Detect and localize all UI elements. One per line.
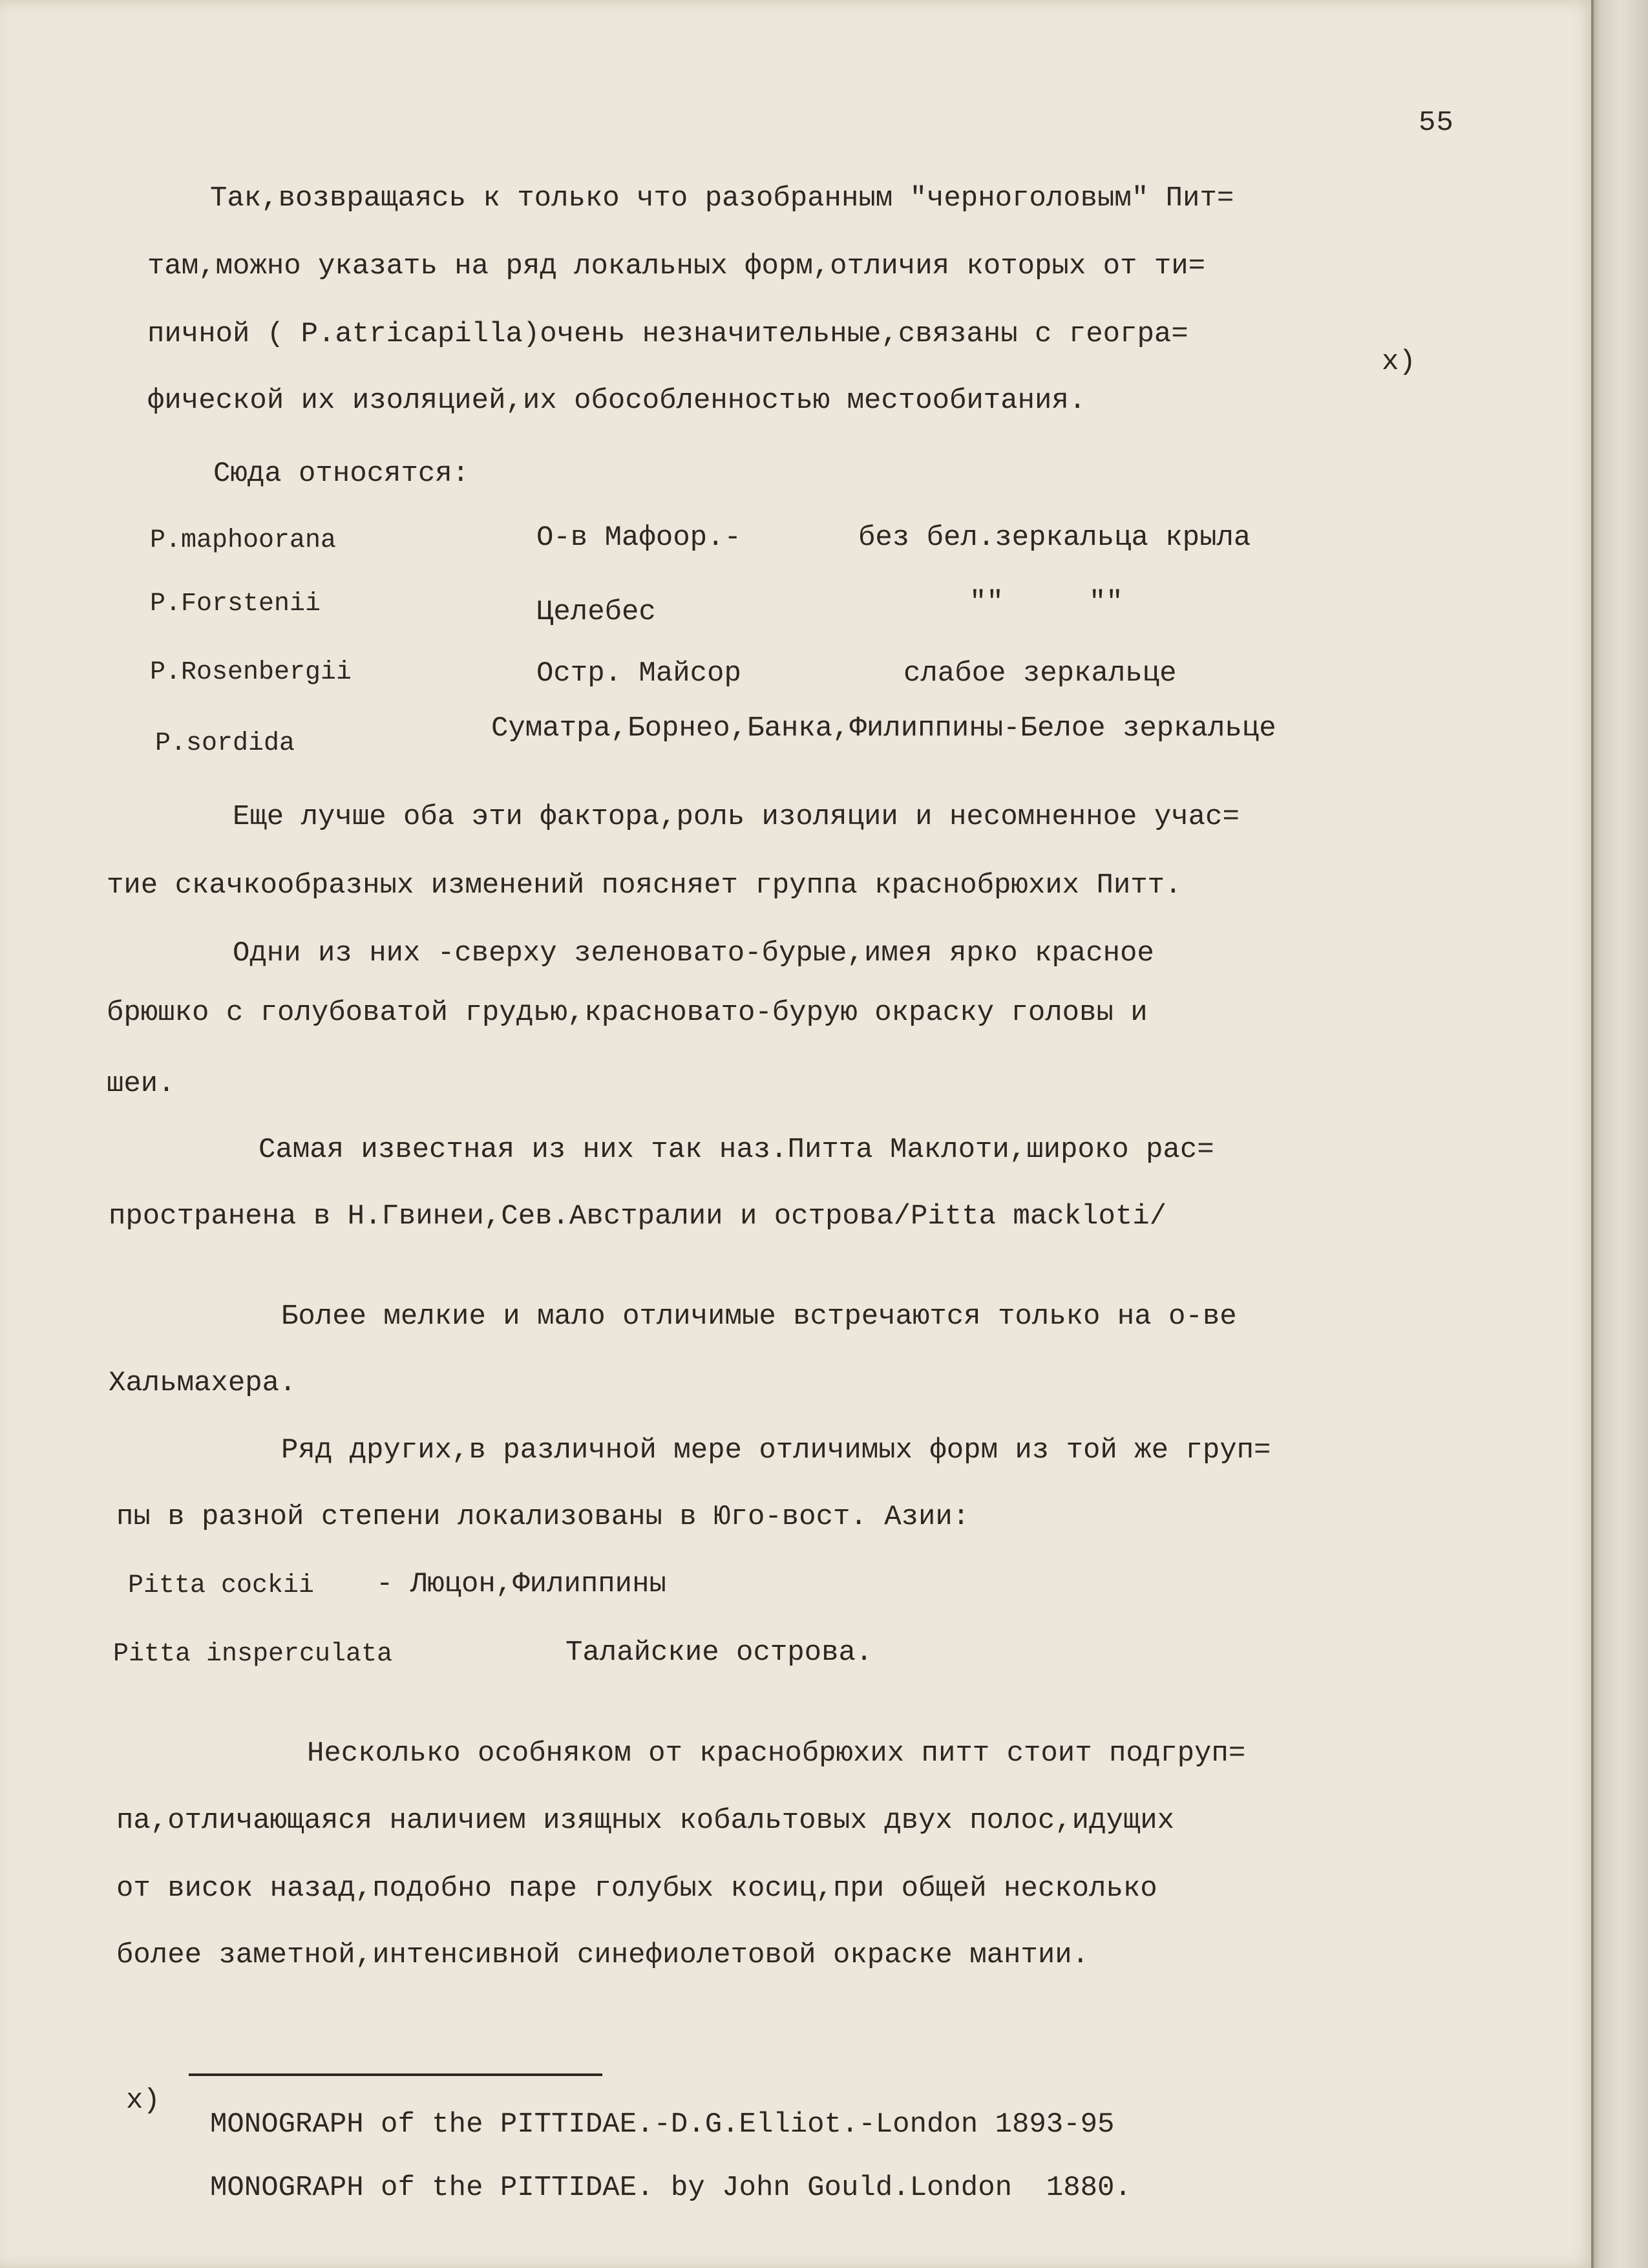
paragraph1-line3: пичной ( P.atricapilla)очень незначительные,связаны с геогра=: [147, 318, 1188, 350]
footnote-line2: MONOGRAPH of the PITTIDAE. by John Gould.London 1880.: [210, 2172, 1132, 2204]
paragraph7-line3: от висок назад,подобно паре голубых косиц,при общей несколько: [116, 1872, 1157, 1905]
species-place: Остр. Майсор: [536, 657, 741, 690]
paragraph5-line1: Более мелкие и мало отличимые встречаются только на о-ве: [281, 1300, 1237, 1333]
paragraph3-line1: Одни из них -сверху зеленовато-бурые,имея ярко красное: [233, 937, 1154, 970]
species-name: P.Rosenbergii: [150, 658, 352, 687]
species-note: "" "": [969, 586, 1123, 619]
paragraph3-line3: шеи.: [107, 1068, 175, 1100]
paragraph2-line1: Еще лучше оба эти фактора,роль изоляции и несомненное учас=: [233, 801, 1240, 833]
species-name: P.maphoorana: [150, 526, 337, 555]
paragraph4-line1: Самая известная из них так наз.Питта Маклоти,широко рас=: [259, 1134, 1214, 1166]
page-number: 55: [1419, 107, 1454, 139]
footnote-divider: [189, 2073, 602, 2076]
underlying-page-edge: [1594, 0, 1648, 2268]
paragraph1-line4: фической их изоляцией,их обособленностью местообитания.: [147, 385, 1086, 417]
paragraph3-line2: брюшко с голубоватой грудью,красновато-бурую окраску головы и: [107, 997, 1148, 1029]
paragraph6-line1: Ряд других,в различной мере отличимых форм из той же груп=: [281, 1434, 1271, 1467]
paragraph6-line2: пы в разной степени локализованы в Юго-вост. Азии:: [116, 1501, 970, 1533]
species-place: О-в Мафоор.-: [536, 522, 741, 554]
footnote-reference-mark: x): [1382, 346, 1416, 378]
paragraph1-line2: там,можно указать на ряд локальных форм,отличия которых от ти=: [147, 250, 1206, 282]
footnote-line1: MONOGRAPH of the PITTIDAE.-D.G.Elliot.-London 1893-95: [210, 2108, 1115, 2141]
paragraph2-line2: тие скачкообразных изменений поясняет группа краснобрюхих Питт.: [107, 869, 1182, 902]
species-name: P.Forstenii: [150, 589, 321, 619]
species-name: Pitta insperculata: [113, 1640, 393, 1669]
paragraph1-line1: Так,возвращаясь к только что разобранным "черноголовым" Пит=: [210, 182, 1234, 215]
species-place: Целебес: [536, 596, 656, 628]
paragraph5-line2: Хальмахера.: [109, 1367, 297, 1399]
list-intro: Сюда относятся:: [213, 458, 470, 490]
species-place: Суматра,Борнео,Банка,Филиппины-Белое зеркальце: [491, 712, 1276, 745]
species-place: - Люцон,Филиппины: [376, 1568, 666, 1600]
species-place: Талайские острова.: [565, 1637, 873, 1669]
species-note: без бел.зеркальца крыла: [858, 522, 1251, 554]
species-name: Pitta cockii: [128, 1571, 315, 1600]
species-name: P.sordida: [155, 729, 295, 758]
paragraph7-line4: более заметной,интенсивной синефиолетовой окраске мантии.: [116, 1939, 1090, 1971]
footnote-marker: x): [126, 2084, 160, 2117]
paragraph7-line1: Несколько особняком от краснобрюхих питт стоит подгруп=: [307, 1737, 1246, 1770]
species-note: слабое зеркальце: [903, 657, 1177, 690]
paragraph7-line2: па,отличающаяся наличием изящных кобальтовых двух полос,идущих: [116, 1805, 1175, 1837]
paragraph4-line2: пространена в Н.Гвинеи,Сев.Австралии и острова/Pitta mackloti/: [109, 1200, 1167, 1233]
